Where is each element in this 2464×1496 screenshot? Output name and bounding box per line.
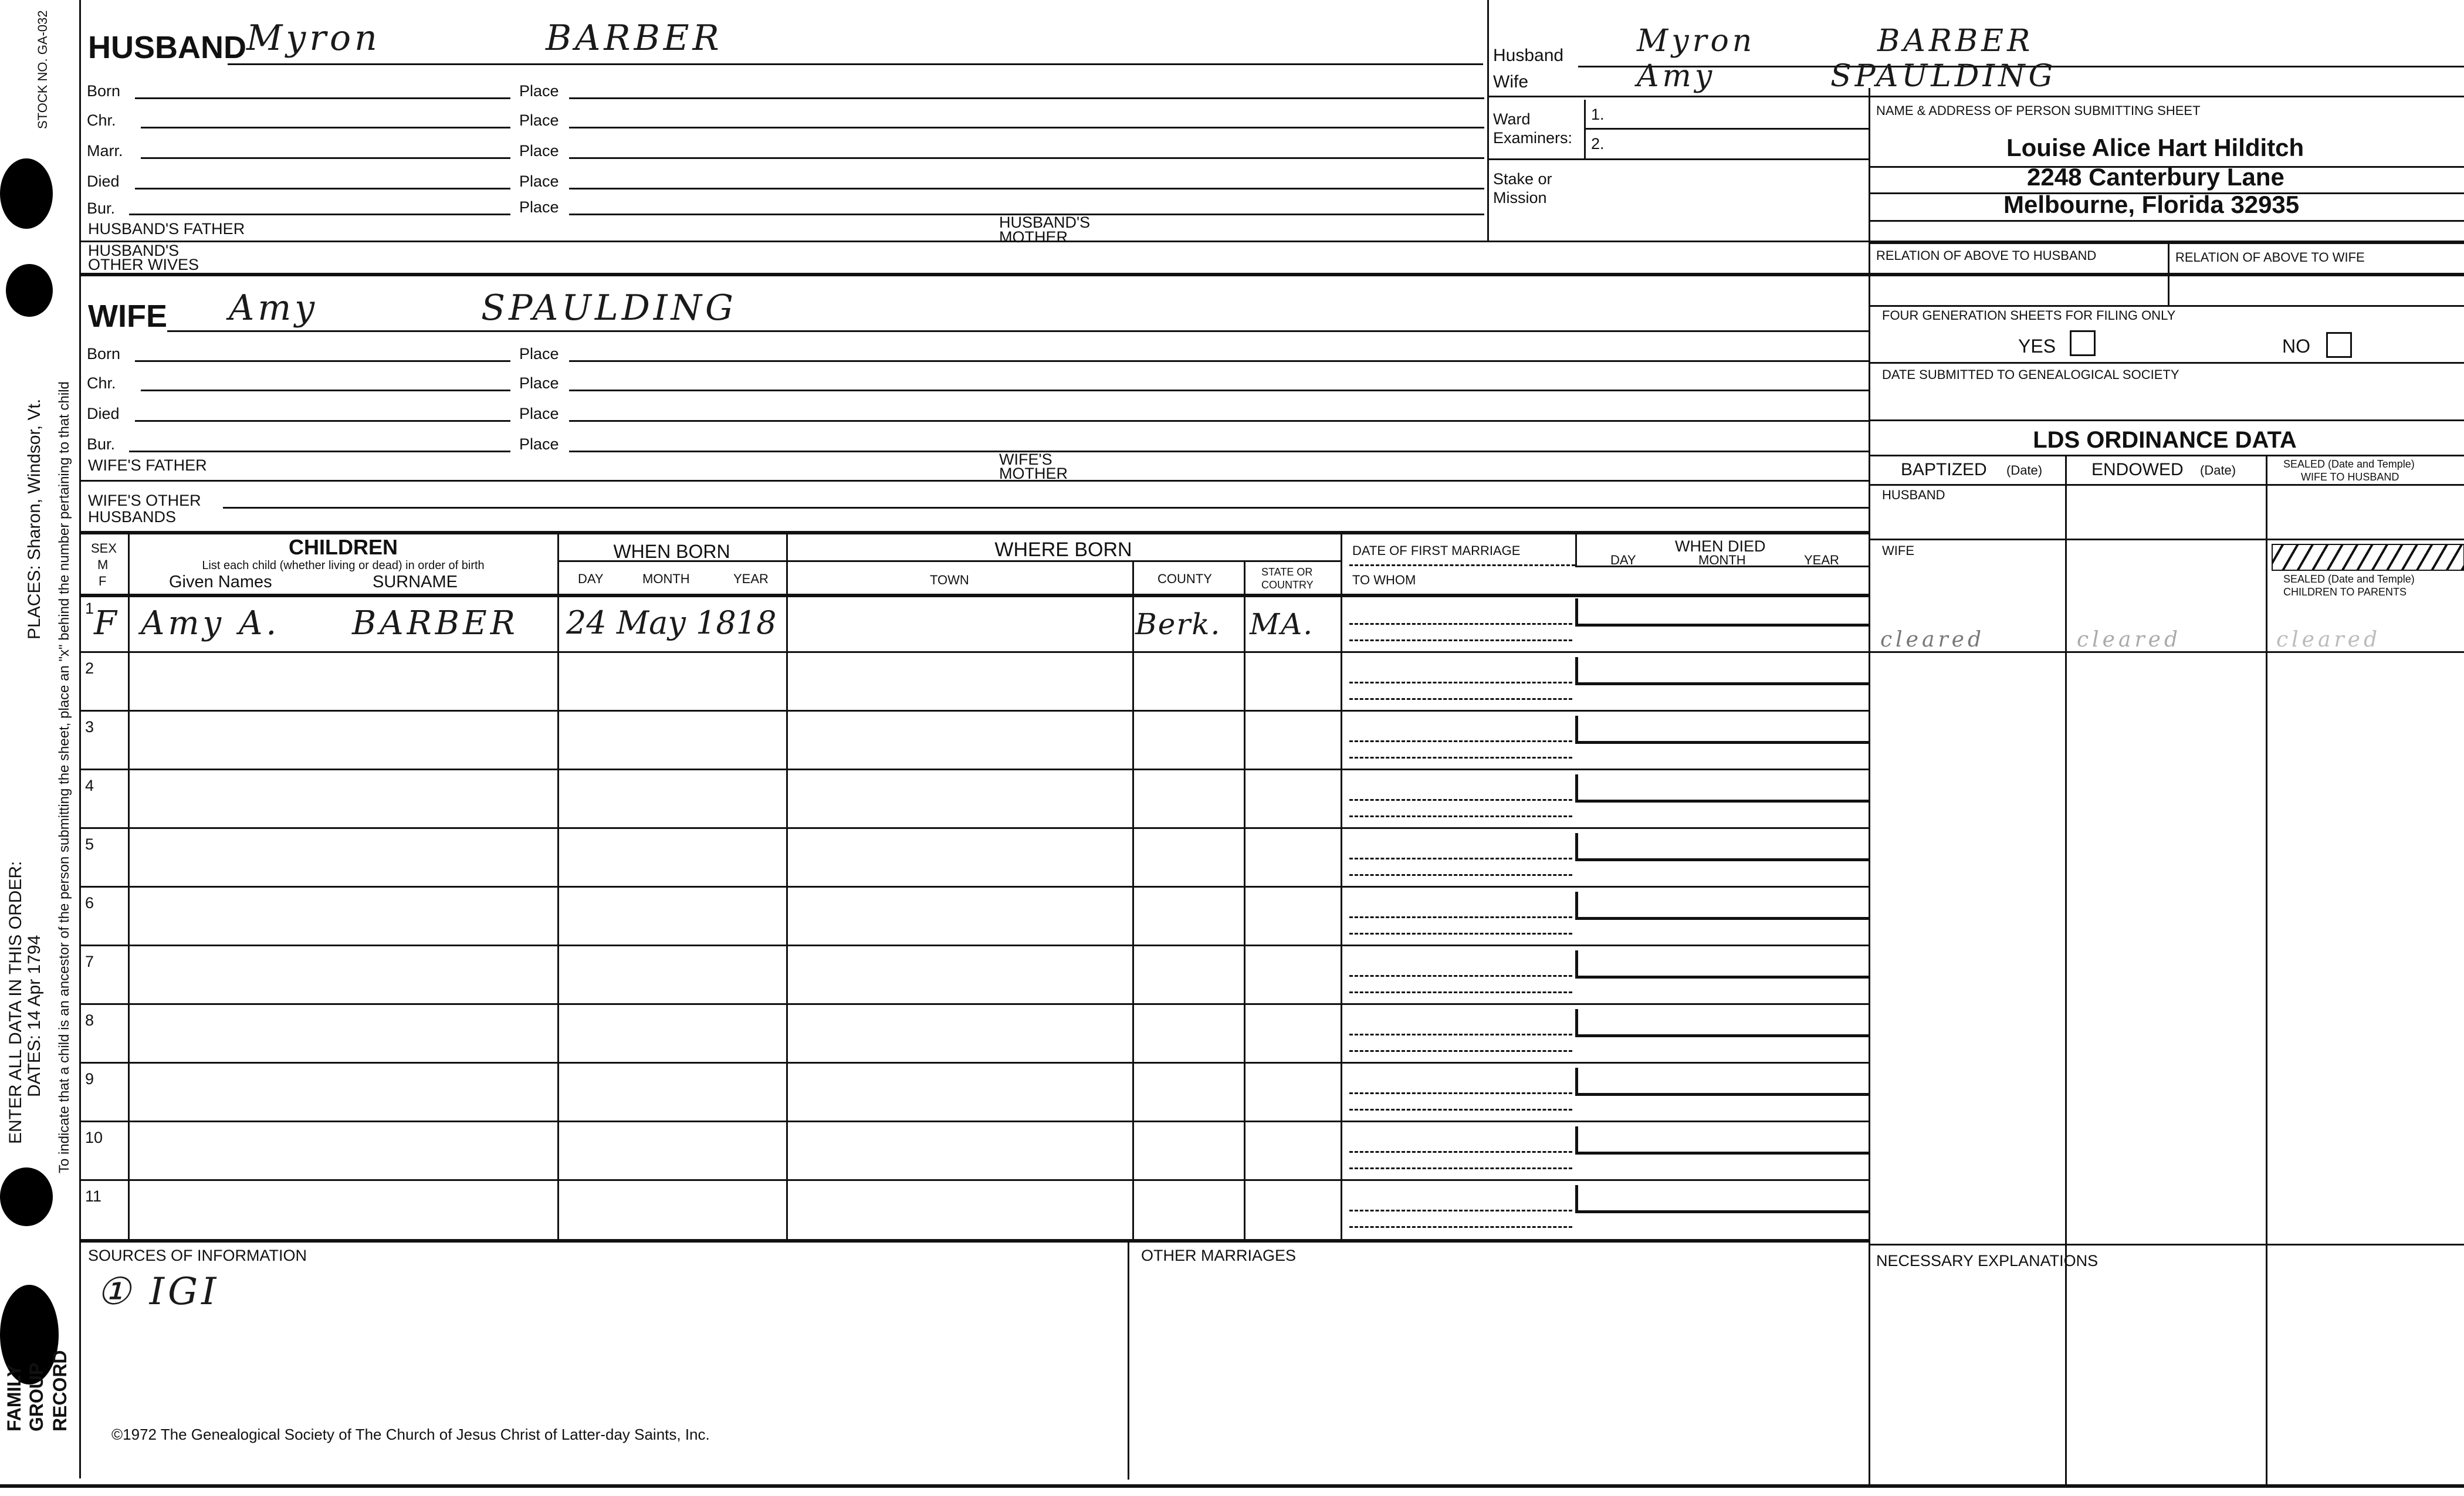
husband-marr-place-label: Place	[519, 142, 559, 160]
submitter-street: 2248 Canterbury Lane	[2027, 163, 2284, 191]
summary-wife-line	[1487, 96, 2464, 97]
necessary-explanations-label: NECESSARY EXPLANATIONS	[1876, 1252, 2099, 1270]
husband-father-line	[79, 241, 1869, 242]
child-state: MA.	[1250, 607, 1314, 641]
lds-child1-mark-3: cleared	[2276, 628, 2381, 652]
wife-born-label: Born	[87, 345, 121, 363]
husband-mother-label-2: MOTHER	[999, 228, 1068, 246]
husband-chr-place-label: Place	[519, 111, 559, 129]
wife-other-husbands-line	[223, 507, 1869, 509]
summary-husband-surname: BARBER	[1877, 23, 2034, 59]
wife-bur-place-label: Place	[519, 435, 559, 453]
born-year-header: YEAR	[733, 571, 769, 586]
children-sub: List each child (whether living or dead) in order of birth	[202, 559, 485, 572]
endowed-label: ENDOWED	[2091, 460, 2184, 479]
sealed-cp-2: CHILDREN TO PARENTS	[2283, 586, 2407, 598]
examiner-2: 2.	[1591, 135, 1605, 153]
sealed-cp-1: SEALED (Date and Temple)	[2283, 573, 2415, 585]
endowed-date-label: (Date)	[2200, 463, 2236, 478]
child-surname: BARBER	[352, 604, 519, 642]
lds-child1-mark-1: cleared	[1880, 628, 1985, 652]
yes-checkbox[interactable]	[2070, 330, 2096, 356]
copyright: ©1972 The Genealogical Society of The Church of Jesus Christ of Latter-day Saints, Inc.	[111, 1426, 710, 1443]
lds-wife-label: WIFE	[1882, 543, 1914, 558]
died-day-header: DAY	[1610, 553, 1636, 567]
husband-born-label: Born	[87, 82, 121, 100]
town-header: TOWN	[930, 573, 969, 587]
sources-value: ① IGI	[97, 1270, 220, 1314]
no-label: NO	[2282, 336, 2310, 357]
husband-other-wives-1: HUSBAND'S	[88, 242, 180, 259]
row-number: 2	[85, 659, 94, 677]
lds-child1-mark-2: cleared	[2077, 628, 2182, 652]
children-table-bottom	[79, 1239, 1869, 1243]
wife-chr-label: Chr.	[87, 374, 116, 392]
lds-husband-label: HUSBAND	[1882, 488, 1945, 502]
husband-marr-label: Marr.	[87, 142, 123, 160]
husband-surname: BARBER	[546, 18, 723, 59]
wife-surname: SPAULDING	[481, 287, 737, 329]
where-born-header: WHERE BORN	[994, 539, 1132, 561]
stake-label-1: Stake or	[1493, 170, 1552, 188]
state-header-1: STATE OR	[1261, 566, 1313, 578]
wife-other-husbands-1: WIFE'S OTHER	[88, 492, 201, 509]
binder-hole-1	[0, 158, 53, 229]
four-gen-label: FOUR GENERATION SHEETS FOR FILING ONLY	[1882, 308, 2176, 323]
submitter-city: Melbourne, Florida 32935	[2003, 191, 2300, 218]
died-month-header: MONTH	[1698, 553, 1746, 567]
lds-title: LDS ORDINANCE DATA	[2033, 427, 2297, 453]
submitter-label: NAME & ADDRESS OF PERSON SUBMITTING SHEET	[1876, 103, 2201, 118]
relation-wife-label: RELATION OF ABOVE TO WIFE	[2175, 250, 2365, 265]
first-marriage-header: DATE OF FIRST MARRIAGE	[1352, 543, 1521, 558]
dates-instruction: DATES: 14 Apr 1794	[25, 935, 44, 1097]
wife-mother-label-2: MOTHER	[999, 465, 1068, 482]
children-header: CHILDREN	[289, 535, 398, 559]
husband-chr-label: Chr.	[87, 111, 116, 129]
summary-wife-surname: SPAULDING	[1830, 59, 2057, 94]
child-born: 24 May 1818	[566, 604, 777, 641]
places-instruction: PLACES: Sharon, Windsor, Vt.	[25, 398, 44, 639]
examiners-label: Examiners:	[1493, 129, 1573, 147]
husband-bur-label: Bur.	[87, 199, 116, 217]
stake-label-2: Mission	[1493, 189, 1547, 207]
frame-bottom	[0, 1484, 2464, 1488]
row-number: 4	[85, 777, 94, 794]
wife-father-label: WIFE'S FATHER	[88, 456, 207, 474]
children-header-bottom	[79, 594, 1869, 597]
enter-all-instruction: ENTER ALL DATA IN THIS ORDER:	[6, 861, 25, 1144]
husband-other-wives-2: OTHER WIVES	[88, 256, 199, 273]
date-submitted-label: DATE SUBMITTED TO GENEALOGICAL SOCIETY	[1882, 367, 2179, 382]
wife-heading: WIFE	[88, 299, 167, 334]
wife-born-place-label: Place	[519, 345, 559, 363]
husband-born-place-label: Place	[519, 82, 559, 100]
wife-given: Amy	[229, 287, 319, 329]
husband-given: Myron	[246, 18, 381, 59]
row-number: 9	[85, 1070, 94, 1088]
born-month-header: MONTH	[642, 571, 690, 586]
husband-died-place-label: Place	[519, 172, 559, 190]
summary-wife-label: Wife	[1493, 72, 1528, 92]
wife-bur-label: Bur.	[87, 435, 116, 453]
sealed-wh-2: WIFE TO HUSBAND	[2301, 471, 2399, 483]
when-died-header: WHEN DIED	[1675, 537, 1766, 555]
summary-husband-label: Husband	[1493, 46, 1564, 65]
ancestor-instruction: To indicate that a child is an ancestor of the person submitting the sheet, place an "x" behind the number pertaining to that child	[56, 381, 72, 1173]
summary-wife-given: Amy	[1637, 59, 1716, 94]
row-number: 8	[85, 1011, 94, 1029]
submitter-name: Louise Alice Hart Hilditch	[2006, 134, 2304, 161]
husband-name-line	[228, 63, 1483, 65]
row-number: 6	[85, 894, 94, 912]
binder-hole-3	[0, 1167, 53, 1226]
examiner-1: 1.	[1591, 106, 1605, 123]
no-checkbox[interactable]	[2326, 332, 2352, 358]
baptized-label: BAPTIZED	[1901, 460, 1987, 479]
husband-bur-place-label: Place	[519, 198, 559, 216]
relation-husband-label: RELATION OF ABOVE TO HUSBAND	[1876, 248, 2097, 263]
record-title-3: RECORD	[49, 1350, 70, 1431]
row-number: 5	[85, 835, 94, 853]
child-sex: F	[94, 604, 120, 642]
wife-name-line	[167, 330, 1869, 332]
ward-label: Ward	[1493, 110, 1531, 128]
given-names-header: Given Names	[169, 573, 272, 591]
husband-heading: HUSBAND	[88, 30, 246, 65]
husband-section-end	[79, 273, 2464, 276]
wife-died-place-label: Place	[519, 405, 559, 422]
summary-husband-given: Myron	[1637, 23, 1756, 59]
frame-left	[79, 0, 81, 1478]
row-number: 10	[85, 1129, 103, 1146]
stock-number: STOCK NO. GA-032	[35, 10, 50, 129]
row-number: 1	[85, 600, 94, 617]
wife-father-line	[79, 480, 1869, 482]
right-panel-divider	[1869, 88, 1870, 1484]
row-number: 11	[85, 1187, 102, 1205]
county-header: COUNTY	[1157, 571, 1212, 586]
sealed-hatch	[2272, 544, 2464, 571]
row-number: 7	[85, 953, 94, 970]
child-given: Amy A.	[141, 604, 280, 642]
sex-header-1: SEX	[91, 541, 117, 556]
wife-mother-label-1: WIFE'S	[999, 451, 1052, 468]
when-born-header: WHEN BORN	[613, 541, 730, 562]
sources-label: SOURCES OF INFORMATION	[88, 1247, 307, 1264]
sealed-wh-1: SEALED (Date and Temple)	[2283, 458, 2415, 470]
husband-father-label: HUSBAND'S FATHER	[88, 220, 245, 238]
died-year-header: YEAR	[1804, 553, 1839, 567]
husband-mother-label-1: HUSBAND'S	[999, 214, 1091, 231]
born-day-header: DAY	[578, 571, 604, 586]
record-title-2: GROUP	[26, 1362, 47, 1431]
wife-chr-place-label: Place	[519, 374, 559, 392]
baptized-date-label: (Date)	[2006, 463, 2043, 478]
wife-died-label: Died	[87, 405, 120, 422]
wife-other-husbands-2: HUSBANDS	[88, 508, 177, 526]
binder-hole-2	[6, 264, 53, 317]
surname-header: SURNAME	[373, 573, 458, 591]
row-number: 3	[85, 718, 94, 736]
wife-section-end	[79, 531, 1869, 534]
to-whom-header: TO WHOM	[1352, 573, 1416, 587]
other-marriages-label: OTHER MARRIAGES	[1141, 1247, 1297, 1264]
yes-label: YES	[2018, 336, 2056, 357]
sex-header-3: F	[99, 574, 107, 588]
record-title-1: FAMILY	[4, 1364, 25, 1431]
child-county: Berk.	[1135, 607, 1221, 641]
summary-divider	[1487, 0, 1489, 241]
sex-header-2: M	[97, 557, 109, 572]
state-header-2: COUNTRY	[1261, 579, 1314, 591]
husband-died-label: Died	[87, 172, 120, 190]
